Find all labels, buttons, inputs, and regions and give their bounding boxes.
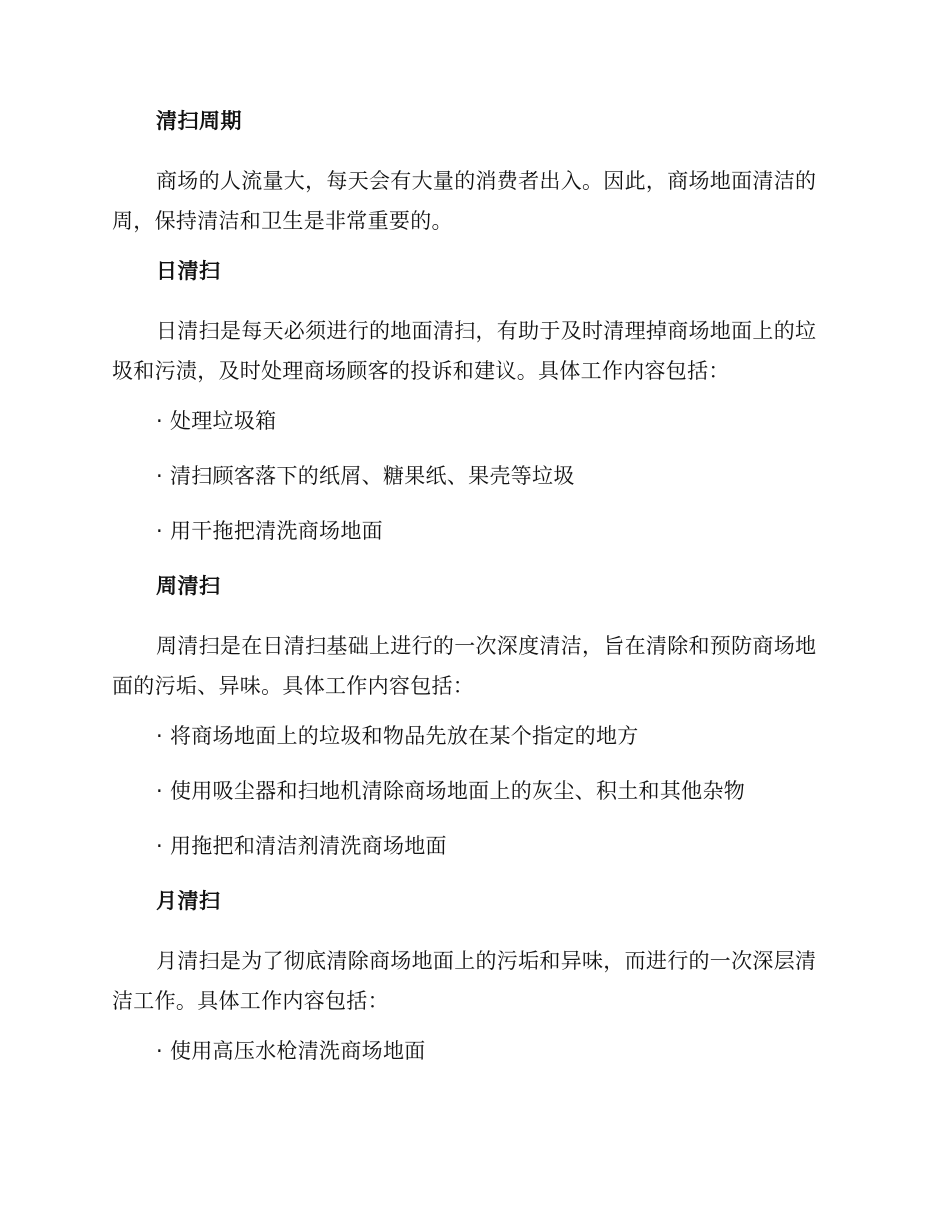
list-item: · 用拖把和清洁剂清洗商场地面 <box>156 834 447 858</box>
list-item: · 使用高压水枪清洗商场地面 <box>156 1039 426 1063</box>
section-paragraph-daily: 日清扫是每天必须进行的地面清扫，有助于及时清理掉商场地面上的垃圾和污渍，及时处理商场顾客的投诉和建议。具体工作内容包括： <box>112 319 817 383</box>
section-heading-daily: 日清扫 <box>156 259 221 283</box>
section-paragraph-monthly: 月清扫是为了彻底清除商场地面上的污垢和异味，而进行的一次深层清洁工作。具体工作内容包括： <box>112 949 817 1013</box>
list-item: · 处理垃圾箱 <box>156 409 277 433</box>
list-item: · 用干拖把清洗商场地面 <box>156 519 383 543</box>
section-paragraph-cycle: 商场的人流量大，每天会有大量的消费者出入。因此，商场地面清洁的周，保持清洁和卫生是非常重要的。 <box>112 169 817 233</box>
section-heading-monthly: 月清扫 <box>156 889 221 913</box>
section-heading-cycle: 清扫周期 <box>156 109 242 133</box>
document-page <box>112 106 830 1091</box>
section-paragraph-weekly: 周清扫是在日清扫基础上进行的一次深度清洁，旨在清除和预防商场地面的污垢、异味。具体工作内容包括： <box>112 634 817 698</box>
list-item: · 清扫顾客落下的纸屑、糖果纸、果壳等垃圾 <box>156 464 575 488</box>
section-heading-weekly: 周清扫 <box>156 574 221 598</box>
list-item: · 将商场地面上的垃圾和物品先放在某个指定的地方 <box>156 724 639 748</box>
list-item: · 使用吸尘器和扫地机清除商场地面上的灰尘、积土和其他杂物 <box>156 779 746 803</box>
